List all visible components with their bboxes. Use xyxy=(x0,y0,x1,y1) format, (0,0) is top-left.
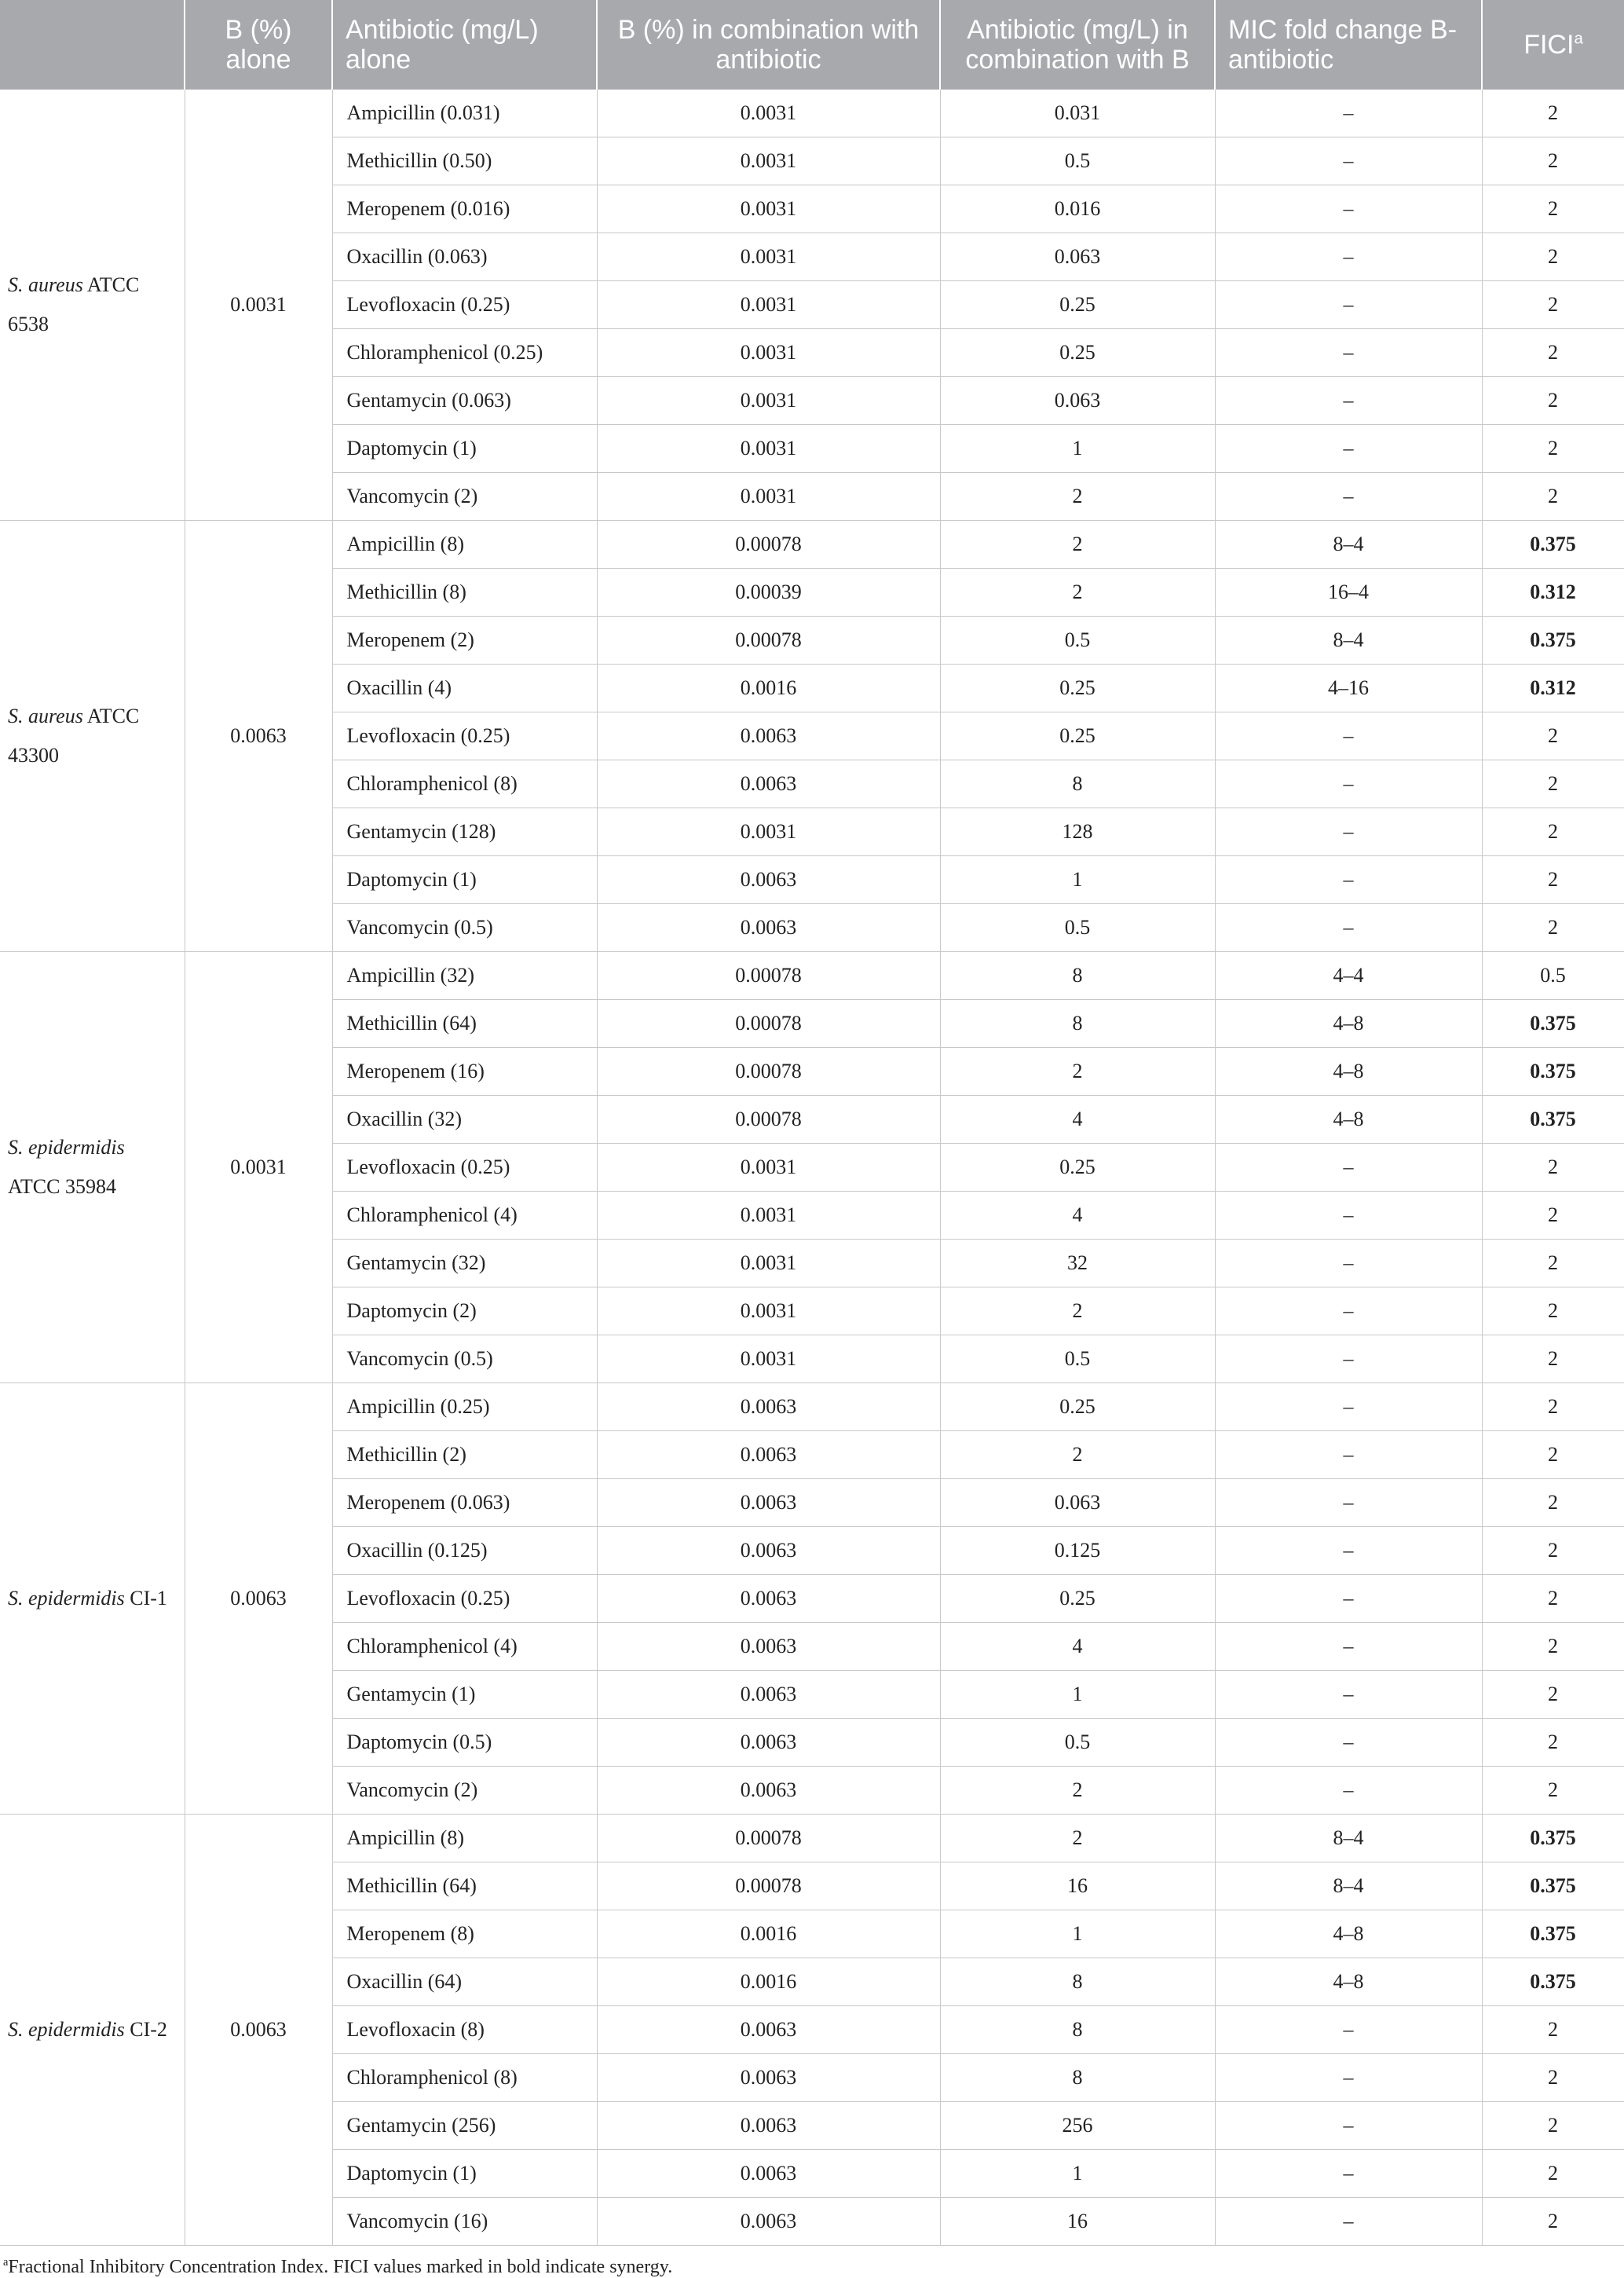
fici-cell: 2 xyxy=(1482,90,1624,137)
header-b-alone: B (%) alone xyxy=(185,0,332,90)
antibiotic-cell: Chloramphenicol (8) xyxy=(332,760,597,808)
b-combination-cell: 0.0063 xyxy=(597,2198,940,2246)
antibiotic-combination-cell: 256 xyxy=(940,2102,1215,2150)
b-combination-cell: 0.0063 xyxy=(597,904,940,952)
antibiotic-cell: Chloramphenicol (4) xyxy=(332,1623,597,1671)
organism-cell xyxy=(0,952,185,1383)
b-combination-cell: 0.00078 xyxy=(597,1048,940,1096)
b-combination-cell: 0.0063 xyxy=(597,1479,940,1527)
antibiotic-combination-cell: 2 xyxy=(940,521,1215,569)
table-row xyxy=(0,90,1624,137)
b-combination-cell: 0.0016 xyxy=(597,665,940,712)
organism-strain: CI-1 xyxy=(124,1587,167,1610)
fici-cell: 0.375 xyxy=(1482,1048,1624,1096)
fici-cell: 2 xyxy=(1482,329,1624,377)
antibiotic-combination-cell: 0.063 xyxy=(940,1479,1215,1527)
b-combination-cell: 0.00078 xyxy=(597,521,940,569)
b-alone-cell: 0.0063 xyxy=(185,1383,332,1815)
mic-fold-change-cell: 4–8 xyxy=(1215,1000,1482,1048)
antibiotic-cell: Vancomycin (0.5) xyxy=(332,904,597,952)
b-combination-cell: 0.0031 xyxy=(597,185,940,233)
fici-cell: 2 xyxy=(1482,473,1624,521)
antibiotic-combination-cell: 0.25 xyxy=(940,1144,1215,1192)
fici-cell: 2 xyxy=(1482,1527,1624,1575)
mic-fold-change-cell: – xyxy=(1215,233,1482,281)
fici-cell: 0.375 xyxy=(1482,1000,1624,1048)
antibiotic-combination-cell: 0.5 xyxy=(940,1719,1215,1767)
table-footnote xyxy=(0,2246,1624,2278)
mic-fold-change-cell: 16–4 xyxy=(1215,569,1482,617)
antibiotic-combination-cell: 0.063 xyxy=(940,377,1215,425)
mic-fold-change-cell: – xyxy=(1215,329,1482,377)
b-combination-cell: 0.0031 xyxy=(597,1287,940,1335)
antibiotic-cell: Meropenem (2) xyxy=(332,617,597,665)
antibiotic-cell: Gentamycin (32) xyxy=(332,1240,597,1287)
mic-fold-change-cell: 4–16 xyxy=(1215,665,1482,712)
mic-fold-change-cell: – xyxy=(1215,1192,1482,1240)
antibiotic-cell: Levofloxacin (0.25) xyxy=(332,1575,597,1623)
header-mic-fold-change: MIC fold change B-antibiotic xyxy=(1215,0,1482,90)
antibiotic-cell: Daptomycin (2) xyxy=(332,1287,597,1335)
fici-cell: 2 xyxy=(1482,808,1624,856)
b-combination-cell: 0.00078 xyxy=(597,617,940,665)
organism-species: S. aureus xyxy=(8,273,83,296)
mic-fold-change-cell: – xyxy=(1215,712,1482,760)
fici-cell: 2 xyxy=(1482,2054,1624,2102)
header-fici-marker: a xyxy=(1574,30,1583,48)
fici-cell: 2 xyxy=(1482,377,1624,425)
header-fici-label: FICI xyxy=(1523,30,1575,60)
antibiotic-combination-cell: 2 xyxy=(940,1815,1215,1862)
antibiotic-combination-cell: 0.25 xyxy=(940,712,1215,760)
antibiotic-combination-cell: 0.063 xyxy=(940,233,1215,281)
fici-cell: 2 xyxy=(1482,281,1624,329)
organism-cell xyxy=(0,1815,185,2246)
antibiotic-cell: Meropenem (8) xyxy=(332,1910,597,1958)
antibiotic-combination-cell: 2 xyxy=(940,1048,1215,1096)
antibiotic-combination-cell: 0.25 xyxy=(940,329,1215,377)
b-combination-cell: 0.0063 xyxy=(597,1383,940,1431)
organism-strain: ATCC 35984 xyxy=(8,1175,116,1198)
b-combination-cell: 0.0031 xyxy=(597,1335,940,1383)
antibiotic-cell: Levofloxacin (8) xyxy=(332,2006,597,2054)
organism-species: S. epidermidis xyxy=(8,1587,125,1610)
mic-fold-change-cell: – xyxy=(1215,2054,1482,2102)
organism-strain: CI-2 xyxy=(124,2018,167,2041)
antibiotic-cell: Oxacillin (64) xyxy=(332,1958,597,2006)
fici-cell: 2 xyxy=(1482,1383,1624,1431)
antibiotic-cell: Vancomycin (2) xyxy=(332,473,597,521)
fici-cell: 2 xyxy=(1482,1192,1624,1240)
mic-fold-change-cell: – xyxy=(1215,1527,1482,1575)
b-combination-cell: 0.00078 xyxy=(597,1815,940,1862)
antibiotic-combination-cell: 4 xyxy=(940,1096,1215,1144)
b-combination-cell: 0.0063 xyxy=(597,1623,940,1671)
fici-cell: 2 xyxy=(1482,233,1624,281)
antibiotic-combination-cell: 0.016 xyxy=(940,185,1215,233)
table-row xyxy=(0,1815,1624,1862)
mic-fold-change-cell: – xyxy=(1215,2198,1482,2246)
b-alone-cell: 0.0031 xyxy=(185,952,332,1383)
mic-fold-change-cell: – xyxy=(1215,1719,1482,1767)
organism-cell xyxy=(0,90,185,521)
antibiotic-combination-cell: 16 xyxy=(940,1862,1215,1910)
mic-fold-change-cell: – xyxy=(1215,904,1482,952)
mic-fold-change-cell: – xyxy=(1215,377,1482,425)
mic-fold-change-cell: 4–4 xyxy=(1215,952,1482,1000)
antibiotic-combination-cell: 1 xyxy=(940,2150,1215,2198)
b-combination-cell: 0.0063 xyxy=(597,1767,940,1815)
b-alone-cell: 0.0063 xyxy=(185,1815,332,2246)
b-combination-cell: 0.00078 xyxy=(597,1096,940,1144)
header-antibiotic-alone: Antibiotic (mg/L) alone xyxy=(332,0,597,90)
b-combination-cell: 0.0031 xyxy=(597,1192,940,1240)
mic-fold-change-cell: 8–4 xyxy=(1215,1815,1482,1862)
fici-cell: 2 xyxy=(1482,1287,1624,1335)
fici-cell: 0.375 xyxy=(1482,521,1624,569)
antibiotic-cell: Methicillin (0.50) xyxy=(332,137,597,185)
fici-cell: 2 xyxy=(1482,1767,1624,1815)
b-combination-cell: 0.00078 xyxy=(597,1000,940,1048)
b-combination-cell: 0.0016 xyxy=(597,1910,940,1958)
antibiotic-cell: Oxacillin (0.063) xyxy=(332,233,597,281)
mic-fold-change-cell: 8–4 xyxy=(1215,1862,1482,1910)
table-header xyxy=(0,0,1624,90)
fici-cell: 0.375 xyxy=(1482,1910,1624,1958)
mic-fold-change-cell: – xyxy=(1215,2102,1482,2150)
antibiotic-combination-cell: 8 xyxy=(940,952,1215,1000)
mic-fold-change-cell: 8–4 xyxy=(1215,617,1482,665)
mic-fold-change-cell: – xyxy=(1215,1575,1482,1623)
antibiotic-cell: Meropenem (0.063) xyxy=(332,1479,597,1527)
fici-cell: 2 xyxy=(1482,1623,1624,1671)
antibiotic-cell: Gentamycin (0.063) xyxy=(332,377,597,425)
antibiotic-combination-cell: 0.25 xyxy=(940,1383,1215,1431)
antibiotic-cell: Ampicillin (0.25) xyxy=(332,1383,597,1431)
antibiotic-combination-cell: 2 xyxy=(940,473,1215,521)
antibiotic-combination-cell: 2 xyxy=(940,1431,1215,1479)
antibiotic-combination-cell: 1 xyxy=(940,425,1215,473)
fici-cell: 2 xyxy=(1482,856,1624,904)
mic-fold-change-cell: 8–4 xyxy=(1215,521,1482,569)
table-row xyxy=(0,952,1624,1000)
fici-cell: 2 xyxy=(1482,712,1624,760)
antibiotic-combination-cell: 8 xyxy=(940,1958,1215,2006)
table-body xyxy=(0,90,1624,2246)
fici-cell: 2 xyxy=(1482,1431,1624,1479)
antibiotic-combination-cell: 8 xyxy=(940,1000,1215,1048)
antibiotic-combination-cell: 8 xyxy=(940,2054,1215,2102)
mic-fold-change-cell: – xyxy=(1215,185,1482,233)
antibiotic-combination-cell: 2 xyxy=(940,569,1215,617)
antibiotic-combination-cell: 4 xyxy=(940,1623,1215,1671)
antibiotic-cell: Oxacillin (0.125) xyxy=(332,1527,597,1575)
mic-fold-change-cell: 4–8 xyxy=(1215,1910,1482,1958)
antibiotic-cell: Gentamycin (128) xyxy=(332,808,597,856)
mic-fold-change-cell: – xyxy=(1215,760,1482,808)
organism-cell xyxy=(0,521,185,952)
antibiotic-cell: Vancomycin (0.5) xyxy=(332,1335,597,1383)
fici-cell: 2 xyxy=(1482,1144,1624,1192)
b-alone-cell: 0.0063 xyxy=(185,521,332,952)
antibiotic-cell: Oxacillin (4) xyxy=(332,665,597,712)
organism-strain: ATCC 43300 xyxy=(8,705,140,767)
b-combination-cell: 0.0031 xyxy=(597,377,940,425)
antibiotic-combination-cell: 0.5 xyxy=(940,137,1215,185)
b-combination-cell: 0.0063 xyxy=(597,2006,940,2054)
mic-fold-change-cell: – xyxy=(1215,1479,1482,1527)
header-fici xyxy=(1482,0,1624,90)
header-organism xyxy=(0,0,185,90)
fici-cell: 2 xyxy=(1482,2102,1624,2150)
mic-fold-change-cell: – xyxy=(1215,1144,1482,1192)
antibiotic-cell: Gentamycin (1) xyxy=(332,1671,597,1719)
antibiotic-combination-cell: 1 xyxy=(940,1671,1215,1719)
fici-cell: 2 xyxy=(1482,1335,1624,1383)
mic-fold-change-cell: 4–8 xyxy=(1215,1048,1482,1096)
b-combination-cell: 0.0063 xyxy=(597,1575,940,1623)
fici-cell: 2 xyxy=(1482,1479,1624,1527)
fici-cell: 0.375 xyxy=(1482,1096,1624,1144)
antibiotic-combination-cell: 8 xyxy=(940,760,1215,808)
b-combination-cell: 0.0063 xyxy=(597,1431,940,1479)
b-combination-cell: 0.0063 xyxy=(597,2150,940,2198)
header-antibiotic-combination: Antibiotic (mg/L) in combination with B xyxy=(940,0,1215,90)
b-combination-cell: 0.0031 xyxy=(597,281,940,329)
fici-cell: 2 xyxy=(1482,137,1624,185)
antibiotic-combination-cell: 8 xyxy=(940,2006,1215,2054)
b-combination-cell: 0.0063 xyxy=(597,1671,940,1719)
fici-cell: 2 xyxy=(1482,425,1624,473)
fici-cell: 2 xyxy=(1482,760,1624,808)
mic-fold-change-cell: – xyxy=(1215,1240,1482,1287)
fici-cell: 0.375 xyxy=(1482,1815,1624,1862)
organism-species: S. epidermidis xyxy=(8,2018,125,2041)
fici-cell: 0.312 xyxy=(1482,569,1624,617)
fici-cell: 2 xyxy=(1482,185,1624,233)
b-combination-cell: 0.0016 xyxy=(597,1958,940,2006)
antibiotic-combination-cell: 0.5 xyxy=(940,617,1215,665)
header-b-combination: B (%) in combination with antibiotic xyxy=(597,0,940,90)
antibiotic-combination-cell: 1 xyxy=(940,856,1215,904)
b-combination-cell: 0.0063 xyxy=(597,712,940,760)
antibiotic-cell: Meropenem (16) xyxy=(332,1048,597,1096)
antibiotic-combination-cell: 1 xyxy=(940,1910,1215,1958)
antibiotic-cell: Daptomycin (1) xyxy=(332,2150,597,2198)
fici-cell: 2 xyxy=(1482,1719,1624,1767)
b-combination-cell: 0.00078 xyxy=(597,1862,940,1910)
antibiotic-combination-cell: 0.25 xyxy=(940,665,1215,712)
b-alone-cell: 0.0031 xyxy=(185,90,332,521)
b-combination-cell: 0.0031 xyxy=(597,1144,940,1192)
b-combination-cell: 0.00078 xyxy=(597,952,940,1000)
b-combination-cell: 0.0031 xyxy=(597,808,940,856)
mic-fold-change-cell: – xyxy=(1215,1671,1482,1719)
antibiotic-cell: Methicillin (2) xyxy=(332,1431,597,1479)
antibiotic-cell: Gentamycin (256) xyxy=(332,2102,597,2150)
b-combination-cell: 0.0031 xyxy=(597,473,940,521)
mic-fold-change-cell: – xyxy=(1215,1431,1482,1479)
b-combination-cell: 0.0063 xyxy=(597,1719,940,1767)
antibiotic-combination-cell: 4 xyxy=(940,1192,1215,1240)
antibiotic-combination-cell: 0.25 xyxy=(940,1575,1215,1623)
antibiotic-cell: Chloramphenicol (4) xyxy=(332,1192,597,1240)
mic-fold-change-cell: – xyxy=(1215,1767,1482,1815)
b-combination-cell: 0.0063 xyxy=(597,2102,940,2150)
fici-cell: 2 xyxy=(1482,904,1624,952)
antibiotic-cell: Levofloxacin (0.25) xyxy=(332,712,597,760)
mic-fold-change-cell: 4–8 xyxy=(1215,1958,1482,2006)
antibiotic-cell: Ampicillin (32) xyxy=(332,952,597,1000)
antibiotic-cell: Daptomycin (0.5) xyxy=(332,1719,597,1767)
table-row xyxy=(0,521,1624,569)
antibiotic-cell: Daptomycin (1) xyxy=(332,425,597,473)
mic-fold-change-cell: – xyxy=(1215,1335,1482,1383)
b-combination-cell: 0.0063 xyxy=(597,1527,940,1575)
fici-cell: 2 xyxy=(1482,2150,1624,2198)
antibiotic-cell: Ampicillin (8) xyxy=(332,1815,597,1862)
mic-fold-change-cell: – xyxy=(1215,1623,1482,1671)
mic-fold-change-cell: – xyxy=(1215,281,1482,329)
fici-cell: 2 xyxy=(1482,2198,1624,2246)
antibiotic-combination-cell: 16 xyxy=(940,2198,1215,2246)
fici-cell: 0.5 xyxy=(1482,952,1624,1000)
mic-fold-change-cell: – xyxy=(1215,1383,1482,1431)
mic-fold-change-cell: – xyxy=(1215,2006,1482,2054)
b-combination-cell: 0.0031 xyxy=(597,425,940,473)
antibiotic-cell: Methicillin (64) xyxy=(332,1862,597,1910)
fici-cell: 0.312 xyxy=(1482,665,1624,712)
table-row xyxy=(0,1383,1624,1431)
antibiotic-combination-cell: 2 xyxy=(940,1287,1215,1335)
antibiotic-cell: Levofloxacin (0.25) xyxy=(332,281,597,329)
antibiotic-cell: Ampicillin (0.031) xyxy=(332,90,597,137)
b-combination-cell: 0.0063 xyxy=(597,856,940,904)
mic-fold-change-cell: – xyxy=(1215,137,1482,185)
organism-species: S. aureus xyxy=(8,705,83,727)
antibiotic-cell: Methicillin (64) xyxy=(332,1000,597,1048)
organism-cell xyxy=(0,1383,185,1815)
mic-fold-change-cell: – xyxy=(1215,1287,1482,1335)
antibiotic-cell: Oxacillin (32) xyxy=(332,1096,597,1144)
antibiotic-combination-cell: 0.5 xyxy=(940,1335,1215,1383)
antibiotic-combination-cell: 0.031 xyxy=(940,90,1215,137)
b-combination-cell: 0.0063 xyxy=(597,2054,940,2102)
antibiotic-combination-cell: 32 xyxy=(940,1240,1215,1287)
mic-fold-change-cell: – xyxy=(1215,473,1482,521)
mic-fold-change-cell: – xyxy=(1215,425,1482,473)
antibiotic-cell: Chloramphenicol (8) xyxy=(332,2054,597,2102)
mic-fold-change-cell: – xyxy=(1215,90,1482,137)
footnote-text: Fractional Inhibitory Concentration Index. FICI values marked in bold indicate synergy. xyxy=(8,2257,673,2277)
antibiotic-combination-cell: 2 xyxy=(940,1767,1215,1815)
antibiotic-cell: Levofloxacin (0.25) xyxy=(332,1144,597,1192)
fici-cell: 0.375 xyxy=(1482,617,1624,665)
fici-cell: 2 xyxy=(1482,1671,1624,1719)
mic-fold-change-cell: – xyxy=(1215,856,1482,904)
fici-cell: 2 xyxy=(1482,1240,1624,1287)
b-combination-cell: 0.0031 xyxy=(597,137,940,185)
b-combination-cell: 0.0031 xyxy=(597,1240,940,1287)
b-combination-cell: 0.0031 xyxy=(597,90,940,137)
antibiotic-cell: Meropenem (0.016) xyxy=(332,185,597,233)
antibiotic-cell: Daptomycin (1) xyxy=(332,856,597,904)
antibiotic-cell: Vancomycin (2) xyxy=(332,1767,597,1815)
fici-cell: 2 xyxy=(1482,1575,1624,1623)
b-combination-cell: 0.0031 xyxy=(597,329,940,377)
fici-cell: 0.375 xyxy=(1482,1958,1624,2006)
antibiotic-combination-cell: 0.125 xyxy=(940,1527,1215,1575)
antibiotic-cell: Ampicillin (8) xyxy=(332,521,597,569)
antibiotic-cell: Vancomycin (16) xyxy=(332,2198,597,2246)
organism-species: S. epidermidis xyxy=(8,1136,125,1159)
fici-cell: 0.375 xyxy=(1482,1862,1624,1910)
antibiotic-combination-cell: 0.5 xyxy=(940,904,1215,952)
mic-fold-change-cell: – xyxy=(1215,808,1482,856)
antibiotic-combination-cell: 128 xyxy=(940,808,1215,856)
antibiotic-cell: Methicillin (8) xyxy=(332,569,597,617)
b-combination-cell: 0.0031 xyxy=(597,233,940,281)
mic-fold-change-cell: 4–8 xyxy=(1215,1096,1482,1144)
mic-fold-change-cell: – xyxy=(1215,2150,1482,2198)
header-row xyxy=(0,0,1624,90)
antibiotic-cell: Chloramphenicol (0.25) xyxy=(332,329,597,377)
organism-strain: ATCC 6538 xyxy=(8,273,140,335)
b-combination-cell: 0.0063 xyxy=(597,760,940,808)
b-combination-cell: 0.00039 xyxy=(597,569,940,617)
antibiotic-combination-cell: 0.25 xyxy=(940,281,1215,329)
fici-cell: 2 xyxy=(1482,2006,1624,2054)
footnote-marker: a xyxy=(3,2256,9,2269)
